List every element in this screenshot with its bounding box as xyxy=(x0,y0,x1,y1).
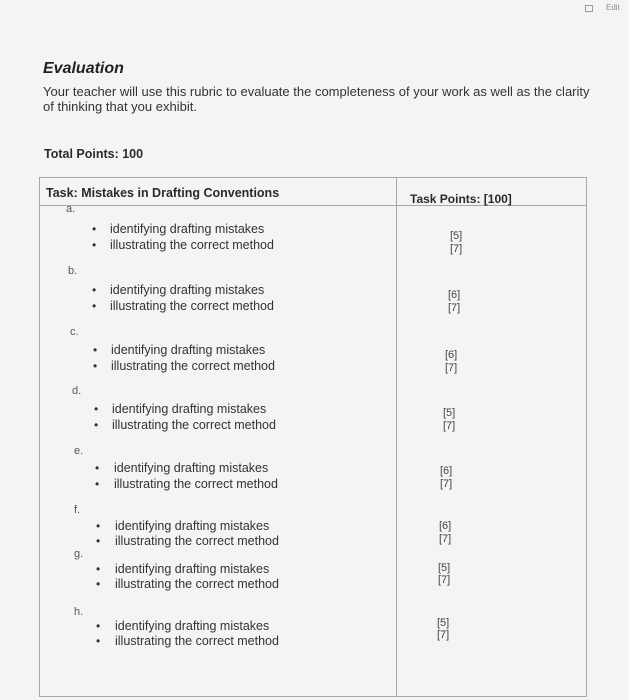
section-letter: d. xyxy=(72,385,82,397)
task-item: illustrating the correct method xyxy=(111,359,275,373)
bullet: • xyxy=(95,477,100,491)
points-value: [7] xyxy=(443,420,456,432)
task-item: identifying drafting mistakes xyxy=(115,619,270,633)
task-item: illustrating the correct method xyxy=(115,577,279,591)
bullet: • xyxy=(96,619,101,633)
bullet: • xyxy=(96,534,101,548)
bullet: • xyxy=(92,222,97,236)
points-value: [6] xyxy=(445,349,458,361)
section-letter: g. xyxy=(74,548,84,560)
points-value: [7] xyxy=(438,574,451,586)
task-item: illustrating the correct method xyxy=(115,634,279,648)
points-value: [5] xyxy=(443,407,456,419)
task-item: identifying drafting mistakes xyxy=(111,343,266,357)
task-item: illustrating the correct method xyxy=(115,534,279,548)
points-value: [7] xyxy=(445,362,458,374)
window-icon[interactable] xyxy=(585,5,593,12)
bullet: • xyxy=(92,238,97,252)
task-item: illustrating the correct method xyxy=(110,238,274,252)
points-value: [7] xyxy=(437,629,450,641)
bullet: • xyxy=(93,343,98,357)
header-points: Task Points: [100] xyxy=(410,192,512,206)
section-letter: f. xyxy=(74,504,81,516)
bullet: • xyxy=(92,299,97,313)
points-value: [5] xyxy=(438,562,451,574)
rubric-table xyxy=(39,177,587,697)
bullet: • xyxy=(94,418,99,432)
points-value: [6] xyxy=(440,465,453,477)
intro-paragraph: Your teacher will use this rubric to evaluate the completeness of your work as well as the clarity of thinking that you exhibit. xyxy=(43,84,590,114)
task-item: illustrating the correct method xyxy=(114,477,278,491)
bullet: • xyxy=(96,562,101,576)
task-item: illustrating the correct method xyxy=(110,299,274,313)
top-toolbar xyxy=(0,0,629,18)
task-item: identifying drafting mistakes xyxy=(110,283,265,297)
edit-button[interactable]: Edit xyxy=(606,3,620,12)
points-value: [7] xyxy=(448,302,461,314)
bullet: • xyxy=(96,577,101,591)
points-value: [6] xyxy=(448,289,461,301)
bullet: • xyxy=(94,402,99,416)
task-item: identifying drafting mistakes xyxy=(114,461,269,475)
bullet: • xyxy=(92,283,97,297)
task-item: identifying drafting mistakes xyxy=(112,402,267,416)
section-letter: e. xyxy=(74,445,84,457)
points-value: [6] xyxy=(439,520,452,532)
header-task: Task: Mistakes in Drafting Conventions xyxy=(46,186,280,200)
section-letter: a. xyxy=(66,203,76,215)
column-divider xyxy=(396,178,397,696)
page-title: Evaluation xyxy=(43,60,124,77)
total-points: Total Points: 100 xyxy=(44,147,144,161)
points-value: [7] xyxy=(440,478,453,490)
task-item: illustrating the correct method xyxy=(112,418,276,432)
section-letter: c. xyxy=(70,326,79,338)
points-value: [7] xyxy=(450,243,463,255)
task-item: identifying drafting mistakes xyxy=(115,519,270,533)
task-item: identifying drafting mistakes xyxy=(110,222,265,236)
bullet: • xyxy=(96,634,101,648)
section-letter: h. xyxy=(74,606,84,618)
points-value: [7] xyxy=(439,533,452,545)
bullet: • xyxy=(96,519,101,533)
task-item: identifying drafting mistakes xyxy=(115,562,270,576)
bullet: • xyxy=(93,359,98,373)
points-value: [5] xyxy=(450,230,463,242)
bullet: • xyxy=(95,461,100,475)
points-value: [5] xyxy=(437,617,450,629)
section-letter: b. xyxy=(68,265,78,277)
